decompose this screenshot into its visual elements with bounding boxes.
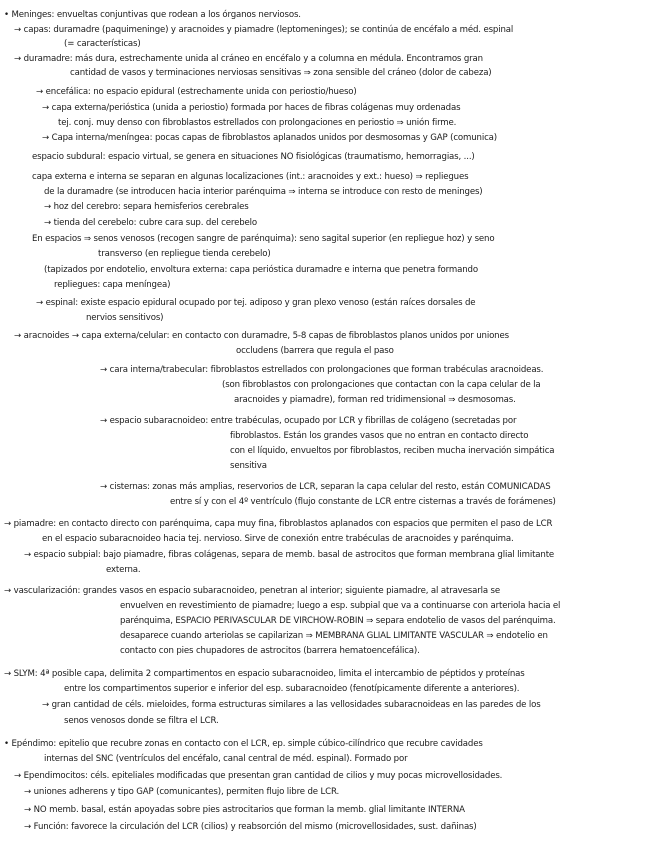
note-line: → tienda del cerebelo: cubre cara sup. del cerebelo bbox=[44, 218, 257, 228]
note-line: En espacios ⇒ senos venosos (recogen sangre de parénquima): seno sagital superior (en repliegue hoz) y seno bbox=[32, 234, 495, 244]
note-line: parénquima, ESPACIO PERIVASCULAR DE VIRCHOW-ROBIN ⇒ separa endotelio de vasos del parénquima. bbox=[120, 616, 556, 626]
note-line: → uniones adherens y tipo GAP (comunicantes), permiten flujo libre de LCR. bbox=[24, 787, 340, 797]
note-line: → espacio subaracnoideo: entre trabéculas, ocupado por LCR y fibrillas de colágeno (secretadas por bbox=[100, 416, 517, 426]
note-line: → capa externa/perióstica (unida a periostio) formada por haces de fibras colágenas muy ordenadas bbox=[42, 103, 461, 113]
note-line: → encefálica: no espacio epidural (estrechamente unida con periostio/hueso) bbox=[36, 87, 357, 97]
note-line: → Función: favorece la circulación del LCR (cilios) y reabsorción del mismo (microvellosidades, sust. dañinas) bbox=[24, 822, 477, 832]
note-line: → aracnoides → capa externa/celular: en contacto con duramadre, 5-8 capas de fibroblastos planos unidos por uniones bbox=[14, 331, 509, 341]
note-line: occludens (barrera que regula el paso bbox=[236, 346, 394, 356]
note-line: cantidad de vasos y terminaciones nerviosas sensitivas ⇒ zona sensible del cráneo (dolor de cabeza) bbox=[70, 68, 492, 78]
note-line: → piamadre: en contacto directo con parénquima, capa muy fina, fibroblastos aplanados con espacios que permiten el paso de LCR bbox=[4, 519, 553, 529]
note-line: tej. conj. muy denso con fibroblastos estrellados con prolongaciones en periostio ⇒ unión firme. bbox=[58, 118, 457, 128]
note-line: en el espacio subaracnoideo hacia tej. nervioso. Sirve de conexión entre trabéculas de aracnoides y parénquima. bbox=[42, 534, 514, 544]
note-line: → cisternas: zonas más amplias, reservorios de LCR, separan la capa celular del resto, están COMUNICADAS bbox=[100, 482, 551, 492]
note-line: desaparece cuando arteriolas se capilarizan ⇒ MEMBRANA GLIAL LIMITANTE VASCULAR ⇒ endotelio en bbox=[120, 631, 548, 641]
note-line: → capas: duramadre (paquimeninge) y aracnoides y piamadre (leptomeninges); se continúa de encéfalo a méd. espinal bbox=[14, 25, 514, 35]
note-line: transverso (en repliegue tienda cerebelo) bbox=[98, 249, 271, 259]
note-line: de la duramadre (se introducen hacia interior parénquima ⇒ interna se introduce con resto de meninges) bbox=[44, 187, 483, 197]
note-line: repliegues: capa meníngea) bbox=[54, 280, 171, 290]
note-line: • Meninges: envueltas conjuntivas que rodean a los órganos nerviosos. bbox=[4, 10, 301, 20]
note-line: (son fibroblastos con prolongaciones que contactan con la capa celular de la bbox=[222, 380, 541, 390]
note-line: → cara interna/trabecular: fibroblastos estrellados con prolongaciones que forman trabéculas aracnoideas. bbox=[100, 365, 544, 375]
note-line: (tapizados por endotelio, envoltura externa: capa perióstica duramadre e interna que penetra formando bbox=[44, 265, 478, 275]
note-line: fibroblastos. Están los grandes vasos que no entran en contacto directo bbox=[230, 431, 529, 441]
note-line: externa. bbox=[106, 565, 141, 575]
note-line: espacio subdural: espacio virtual, se genera en situaciones NO fisiológicas (traumatismo, hemorragias, ...) bbox=[32, 152, 475, 162]
note-line: → Ependimocitos: céls. epiteliales modificadas que presentan gran cantidad de cilios y muy pocas microvellosidades. bbox=[14, 771, 503, 781]
note-line: → NO memb. basal, están apoyadas sobre pies astrocitarios que forman la memb. glial limitante INTERNA bbox=[24, 805, 465, 815]
note-line: contacto con pies chupadores de astrocitos (barrera hematoencefálica). bbox=[120, 646, 420, 656]
note-line: (= características) bbox=[64, 39, 141, 49]
note-line: → SLYM: 4ª posible capa, delimita 2 compartimentos en espacio subaracnoideo, limita el intercambio de péptidos y proteínas bbox=[4, 669, 525, 679]
note-line: entre sí y con el 4º ventrículo (flujo constante de LCR entre cisternas a través de forámenes) bbox=[170, 497, 556, 507]
note-line: → gran cantidad de céls. mieloides, forma estructuras similares a las vellosidades subaracnoideas en las paredes de los bbox=[42, 700, 541, 710]
note-line: entre los compartimentos superior e inferior del esp. subaracnoideo (fenotípicamente diferente a anteriores). bbox=[64, 684, 520, 694]
note-line: envuelven en revestimiento de piamadre; luego a esp. subpial que va a continuarse con arteriola hacia el bbox=[120, 601, 561, 611]
note-line: → Capa interna/meníngea: pocas capas de fibroblastos aplanados unidos por desmosomas y GAP (comunica) bbox=[42, 133, 497, 143]
note-line: • Epéndimo: epitelio que recubre zonas en contacto con el LCR, ep. simple cúbico-cilíndrico que recubre cavidades bbox=[4, 739, 483, 749]
note-line: → hoz del cerebro: separa hemisferios cerebrales bbox=[44, 202, 249, 212]
note-line: → espacio subpial: bajo piamadre, fibras colágenas, separa de memb. basal de astrocitos que forman membrana glial limitante bbox=[24, 550, 555, 560]
note-line: internas del SNC (ventrículos del encéfalo, canal central de méd. espinal). Formado por bbox=[44, 754, 408, 764]
note-line: nervios sensitivos) bbox=[86, 313, 164, 323]
note-line: → espinal: existe espacio epidural ocupado por tej. adiposo y gran plexo venoso (están raíces dorsales de bbox=[36, 298, 476, 308]
note-line: aracnoides y piamadre), forman red tridimensional ⇒ desmosomas. bbox=[234, 395, 516, 405]
note-line: → duramadre: más dura, estrechamente unida al cráneo en encéfalo y a columna en médula. Encontramos gran bbox=[14, 54, 483, 64]
note-line: sensitiva bbox=[230, 461, 267, 471]
note-line: senos venosos donde se filtra el LCR. bbox=[64, 716, 219, 726]
note-line: capa externa e interna se separan en algunas localizaciones (int.: aracnoides y ext.: hueso) ⇒ repliegues bbox=[32, 172, 469, 182]
note-line: → vascularización: grandes vasos en espacio subaracnoideo, penetran al interior; siguiente piamadre, al atravesarla se bbox=[4, 586, 500, 596]
note-line: con el líquido, envueltos por fibroblastos, reciben mucha inervación simpática bbox=[230, 446, 555, 456]
